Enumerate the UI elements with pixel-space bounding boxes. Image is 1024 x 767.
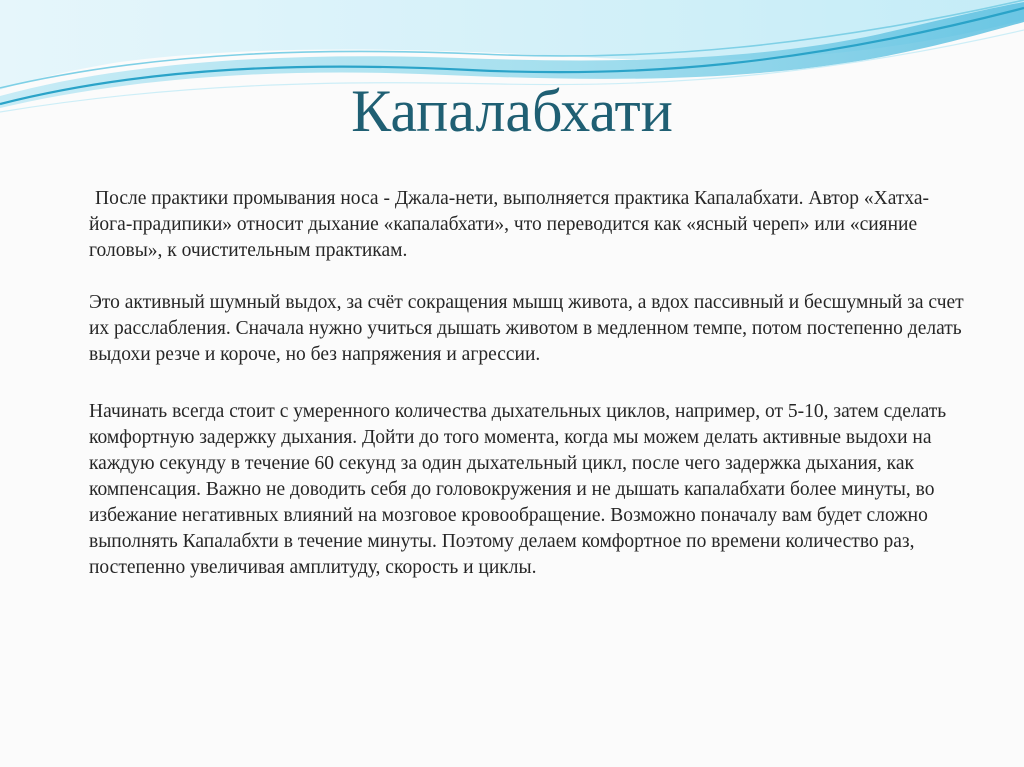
paragraph-technique: Это активный шумный выдох, за счёт сокращения мышц живота, а вдох пассивный и бесшумный за счет их расслабления. Сначала нужно учиться дышать животом в медленном темпе, потом постепенно делать выдохи резче и короче, но без напряжения и агрессии. [89, 292, 964, 365]
paragraph-intro: После практики промывания носа - Джала-нети, выполняется практика Капалабхати. Автор «Хатха-йога-прадипики» относит дыхание «капалабхати», что переводится как «ясный череп» или «сияние головы», к очистительным практикам. [89, 188, 930, 261]
slide-body [89, 186, 969, 581]
slide-title: Капалабхати [351, 78, 673, 144]
paragraph-instructions: Начинать всегда стоит с умеренного количества дыхательных циклов, например, от 5-10, затем сделать комфортную задержку дыхания. Дойти до того момента, когда мы можем делать активные выдохи на каждую секунду в течение 60 секунд за один дыхательный цикл, после чего задержка дыхания, как компенсация. Важно не доводить себя до головокружения и не дышать капалабхати более минуты, во избежание негативных влияний на мозговое кровообращение. Возможно поначалу вам будет сложно выполнять Капалабхти в течение минуты. Поэтому делаем комфортное по времени количество раз, постепенно увеличивая амплитуду, скорость и циклы. [89, 401, 947, 578]
